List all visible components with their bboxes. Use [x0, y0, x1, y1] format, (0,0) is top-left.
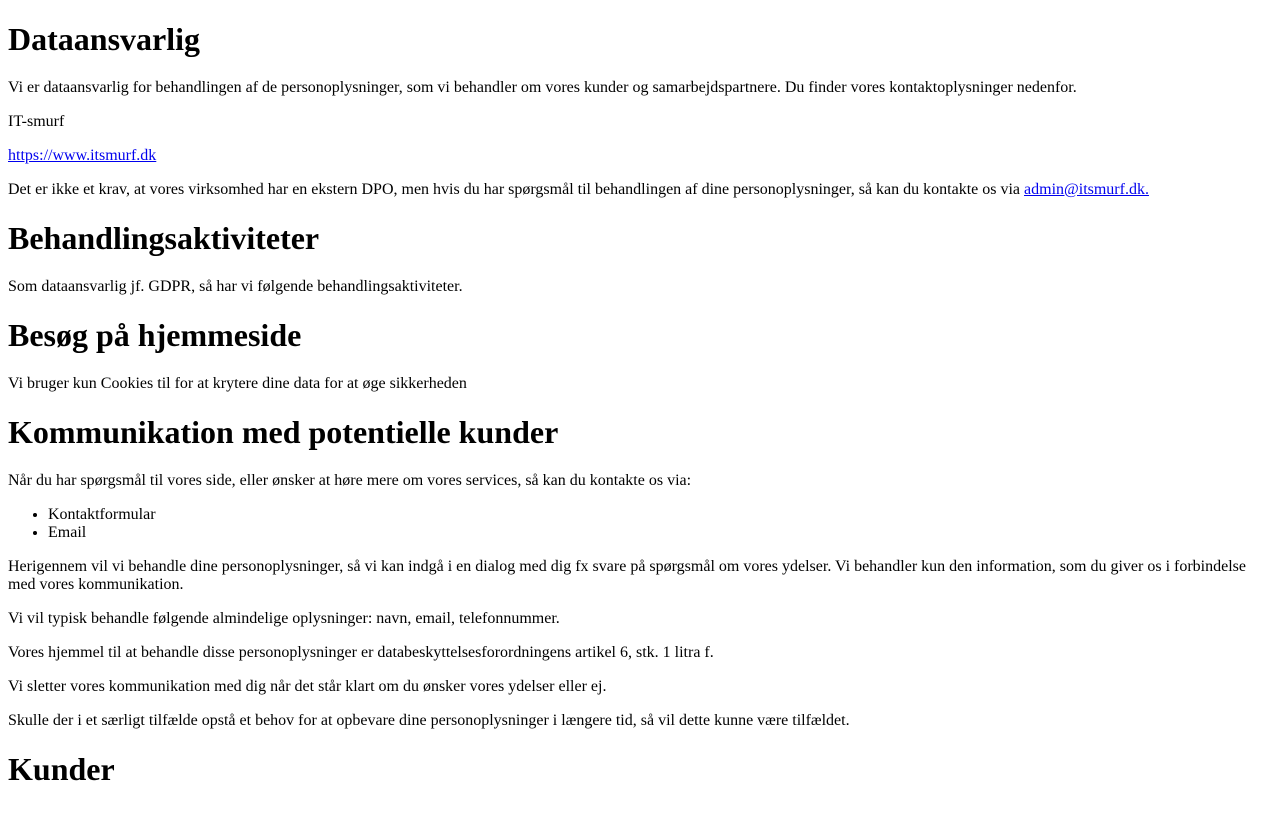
heading-dataansvarlig: Dataansvarlig [8, 21, 200, 57]
heading-besoeg-paa-hjemmeside: Besøg på hjemmeside [8, 317, 302, 353]
dpo-text: Det er ikke et krav, at vores virksomhed har en ekstern DPO, men hvis du har spørgsmål til behandlingen af dine personoplysninger, så kan du kontakte os via [8, 181, 1025, 198]
controller-intro: Vi er dataansvarlig for behandlingen af de personoplysninger, som vi behandler om vores kunder og samarbejdspartnere. Du finder vores kontaktoplysninger nedenfor. [8, 79, 1077, 96]
list-item: • Kontaktformular [48, 506, 1272, 524]
dpo-paragraph [8, 181, 1272, 199]
privacy-policy-page [0, 21, 1280, 788]
company-name: IT-smurf [8, 113, 65, 130]
communication-paragraph-1: Herigennem vil vi behandle dine personoplysninger, så vi kan indgå i en dialog med dig fx svare på spørgsmål om vores ydelser. Vi behandler kun den information, som du giver os i forbindelse med vores kommunikation. [8, 558, 1246, 593]
communication-paragraph-4: Vi sletter vores kommunikation med dig når det står klart om du ønsker vores ydelser eller ej. [8, 678, 607, 695]
website-visit-text: Vi bruger kun Cookies til for at krytere dine data for at øge sikkerheden [8, 375, 467, 392]
heading-kommunikation: Kommunikation med potentielle kunder [8, 414, 559, 450]
communication-paragraph-5: Skulle der i et særligt tilfælde opstå et behov for at opbevare dine personoplysninger i længere tid, så vil dette kunne være tilfældet. [8, 712, 850, 729]
list-item: • Email [48, 524, 1272, 542]
website-link[interactable]: https://www.itsmurf.dk [8, 147, 157, 164]
website-paragraph [8, 147, 1272, 165]
email-link[interactable]: admin@itsmurf.dk. [1024, 181, 1149, 198]
activities-text: Som dataansvarlig jf. GDPR, så har vi følgende behandlingsaktiviteter. [8, 278, 463, 295]
contact-channels-list [8, 506, 1272, 542]
heading-kunder: Kunder [8, 751, 115, 787]
communication-intro: Når du har spørgsmål til vores side, eller ønsker at høre mere om vores services, så kan du kontakte os via: [8, 472, 692, 489]
heading-behandlingsaktiviteter: Behandlingsaktiviteter [8, 220, 320, 256]
communication-paragraph-3: Vores hjemmel til at behandle disse personoplysninger er databeskyttelsesforordningens artikel 6, stk. 1 litra f. [8, 644, 714, 661]
communication-paragraph-2: Vi vil typisk behandle følgende almindelige oplysninger: navn, email, telefonnummer. [8, 610, 560, 627]
